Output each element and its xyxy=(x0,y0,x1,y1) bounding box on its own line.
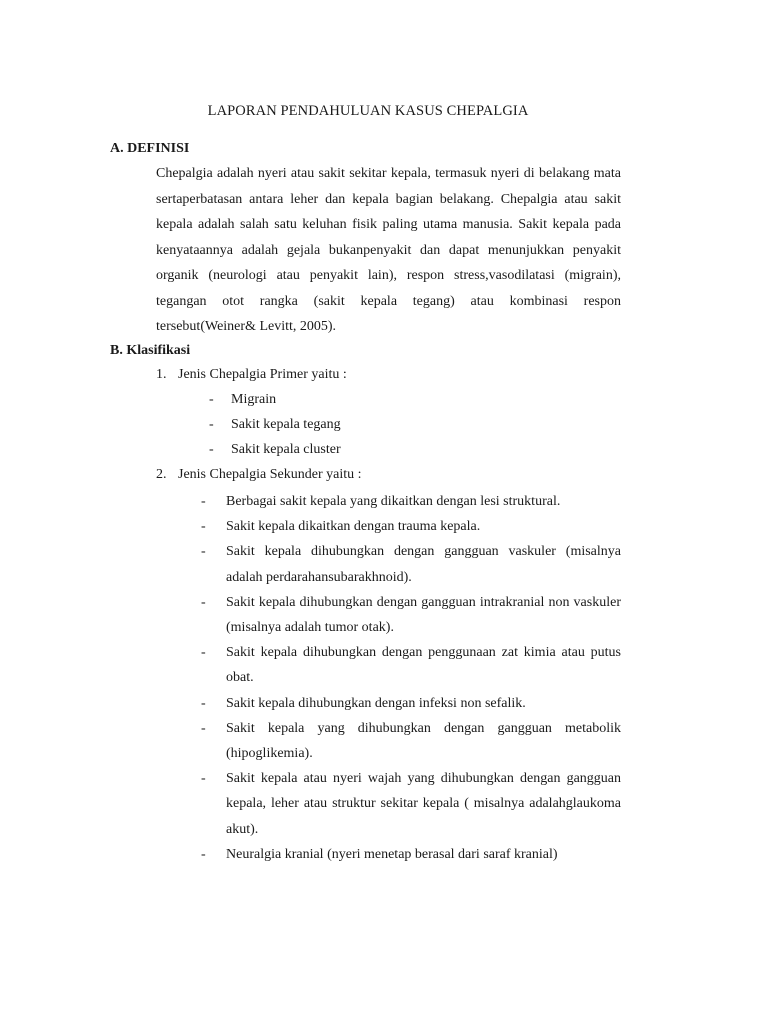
bullet-dash: - xyxy=(201,720,206,736)
bullet-dash: - xyxy=(201,494,206,509)
bullet-dash: - xyxy=(209,442,214,457)
list-item-text: Sakit kepala dihubungkan dengan penggunaan zat kimia atau putus obat. xyxy=(226,645,621,686)
list-item xyxy=(201,590,621,640)
bullet-dash: - xyxy=(201,544,206,560)
bullet-dash: - xyxy=(201,695,206,711)
bullet-dash: - xyxy=(201,771,206,787)
list-item-text: Sakit kepala dihubungkan dengan infeksi non sefalik. xyxy=(226,695,526,711)
bullet-dash: - xyxy=(201,846,206,862)
list-item xyxy=(201,640,621,690)
secondary-list-label: Jenis Chepalgia Sekunder yaitu : xyxy=(178,467,362,482)
list-item-text: Neuralgia kranial (nyeri menetap berasal dari saraf kranial) xyxy=(226,846,558,862)
bullet-dash: - xyxy=(201,519,206,535)
list-item-text: Sakit kepala tegang xyxy=(231,417,341,432)
list-item-text: Sakit kepala atau nyeri wajah yang dihubungkan dengan gangguan kepala, leher atau struktur sekitar kepala ( misalnya adalahglaukoma akut). xyxy=(226,771,621,837)
list-item-text: Sakit kepala dihubungkan dengan gangguan vaskuler (misalnya adalah perdarahansubarakhnoid). xyxy=(226,544,621,585)
section-b-heading: B. Klasifikasi xyxy=(110,343,191,358)
list-item xyxy=(201,842,621,867)
page-title: LAPORAN PENDAHULUAN KASUS CHEPALGIA xyxy=(207,103,529,119)
list-number: 2. xyxy=(156,467,167,482)
list-item-text: Sakit kepala dikaitkan dengan trauma kepala. xyxy=(226,519,481,535)
bullet-dash: - xyxy=(201,645,206,661)
list-item xyxy=(201,489,621,514)
list-item xyxy=(201,691,621,716)
list-item-text: Sakit kepala cluster xyxy=(231,442,341,457)
list-item xyxy=(201,539,621,589)
primary-list-header xyxy=(156,367,347,383)
section-a-heading: A. DEFINISI xyxy=(110,141,190,156)
secondary-list-header xyxy=(156,467,362,483)
list-item-text: Sakit kepala dihubungkan dengan gangguan intrakranial non vaskuler (misalnya adalah tumor otak). xyxy=(226,594,621,636)
definition-paragraph: Chepalgia adalah nyeri atau sakit sekitar kepala, termasuk nyeri di belakang mata sertaperbatasan antara leher dan kepala bagian belakang. Chepalgia atau sakit kepala adalah salah satu keluhan fisik paling utama manusia. Sakit kepala pada kenyataannya adalah gejala bukanpenyakit dan dapat menunjukkan penyakit organik (neurologi atau penyakit lain), respon stress,vasodilatasi (migrain), tegangan otot rangka (sakit kepala tegang) atau kombinasi respon tersebut(Weiner& Levitt, 2005). xyxy=(156,166,621,334)
list-item-text: Migrain xyxy=(231,392,277,407)
list-number: 1. xyxy=(156,367,167,382)
bullet-dash: - xyxy=(209,392,214,407)
secondary-items-list xyxy=(201,489,621,867)
list-item xyxy=(201,514,621,539)
bullet-dash: - xyxy=(209,417,214,432)
primary-list-label: Jenis Chepalgia Primer yaitu : xyxy=(178,367,347,382)
list-item-text: Sakit kepala yang dihubungkan dengan gangguan metabolik (hipoglikemia). xyxy=(226,720,621,762)
list-item xyxy=(201,766,621,842)
bullet-dash: - xyxy=(201,594,206,610)
list-item-text: Berbagai sakit kepala yang dikaitkan dengan lesi struktural. xyxy=(226,494,561,509)
list-item xyxy=(201,716,621,766)
